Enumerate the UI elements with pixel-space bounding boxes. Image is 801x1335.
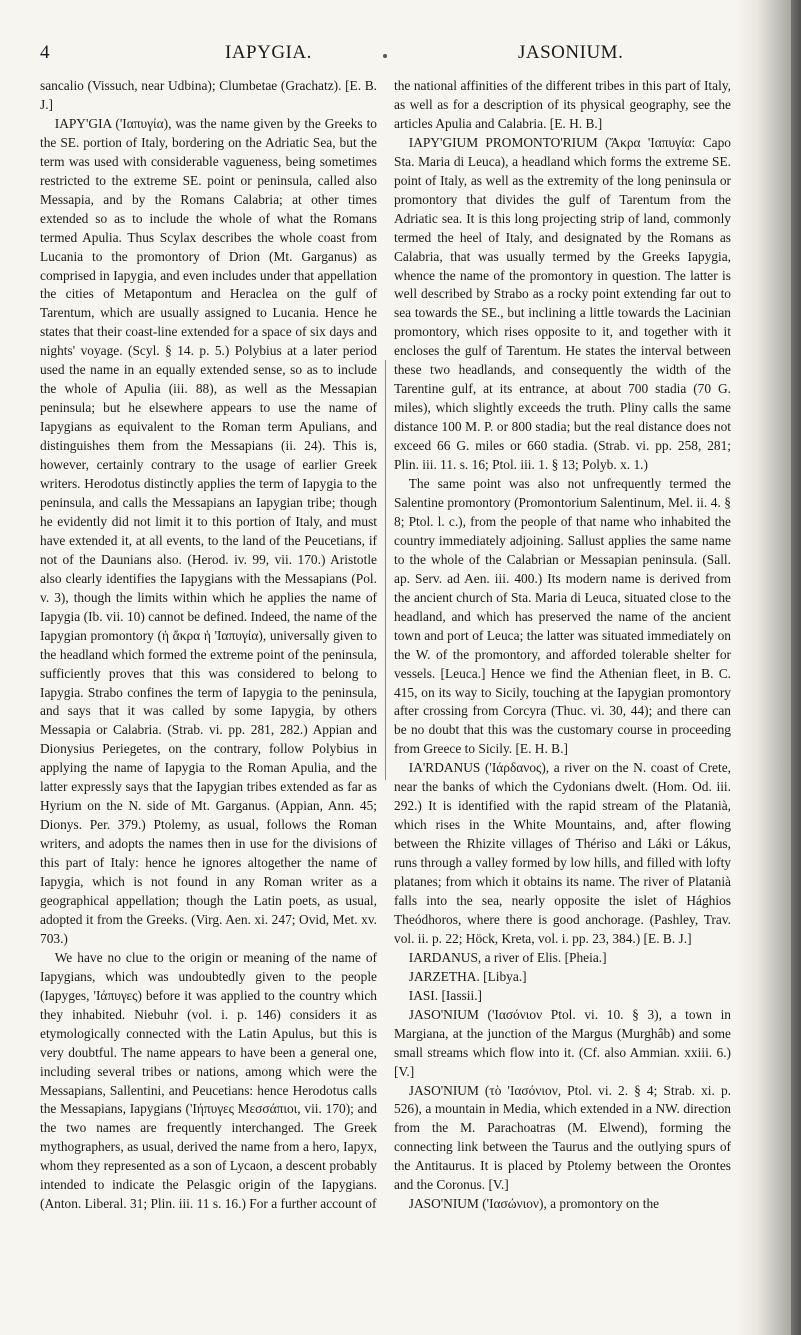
column-divider bbox=[385, 360, 386, 780]
printer-mark bbox=[383, 54, 387, 58]
right-heading: JASONIUM. bbox=[518, 42, 624, 63]
right-column bbox=[394, 77, 731, 1327]
entry-jasonium-promontory: JASO'NIUM ('Ιασώνιον), a promontory on the bbox=[408, 1196, 660, 1212]
entry-paragraph: The same point was also not unfrequently termed the Salentine promontory (Promontorium Salentinum, Mel. ii. 4. § 8; Ptol. l. c.), from the people of that name who inhabited the country immediately adjoining. Sallust applies the same name to the whole of the Calabrian or Messapian peninsula. (Sall. ap. Serv. ad Aen. iii. 400.) Its modern name is derived from the ancient church of Sta. Maria di Leuca, situated close to the headland, and which has preserved the name of the ancient town and port of Leuca; the latter was situated immediately on the W. of the promontory, and afforded tolerable shelter for vessels. [Leuca.] Hence we find the Athenian fleet, in B. C. 415, on its way to Sicily, touching at the Iapygian promontory after crossing from Corcyra (Thuc. vi. 30, 44); and there can be no doubt that this was the customary course in proceeding from Greece to Sicily. [E. H. B.] bbox=[394, 476, 731, 757]
binding-edge bbox=[791, 0, 801, 1335]
page-number: 4 bbox=[40, 42, 50, 63]
left-column bbox=[40, 77, 377, 1327]
entry-iapygium-promontorium: IAPY'GIUM PROMONTO'RIUM (Ἄκρα 'Ιαπυγία: Capo Sta. Maria di Leuca), a headland which forms the extreme SE. point of Italy, as well as the extremity of the long peninsula or promontory that divides the gulf of Tarentum from the Adriatic sea. It is this long projecting strip of land, commonly termed the heel of Italy, and designated by the Romans as Calabria, that was usually termed by the Greeks Iapygia, whence the name of the promontory in question. The latter is well described by Strabo as a rocky point extending far out to sea towards the SE., but inclining a little towards the Lacinian promontory, which rises opposite to it, and together with it encloses the gulf of Tarentum. He states the interval between these two headlands, and consequently the width of the Tarentine gulf, at its entrance, at about 700 stadia (70 G. miles), which slightly exceeds the truth. Pliny calls the same distance 100 M. P. or 800 stadia; but the real distance does not exceed 66 G. miles or 660 stadia. (Strab. vi. pp. 258, 281; Plin. iii. 11. s. 16; Ptol. iii. 1. § 13; Polyb. x. 1.) bbox=[394, 134, 731, 473]
entry-iapygia: IAPY'GIA ('Ιαπυγία), was the name given by the Greeks to the SE. portion of Italy, bordering on the Adriatic Sea, but the term was used with considerable vagueness, being sometimes restricted to the extreme SE. point or peninsula, called also Messapia, and by the Romans Calabria; at other times extended so as to include the whole of what the Romans termed Apulia. Thus Scylax describes the whole coast from Lucania to the promontory of Drion (Mt. Garganus) as comprised in Iapygia, and even includes under that appellation the cities of Metapontum and Heraclea on the gulf of Tarentum, which are usually assigned to Lucania. Hence he states that their coast-line extended for a space of six days and nights' voyage. (Scyl. § 14. p. 5.) Polybius at a later period used the name in an equally extended sense, so as to include the whole of Apulia (iii. 88), as well as the Messapian peninsula; but he elsewhere appears to use the name of Iapygians as equivalent to the Roman term Apulians, and distinguishes them from the Messapians (ii. 24). This is, however, certainly contrary to the usage of earlier Greek writers. Herodotus distinctly applies the term of Iapygia to the peninsula, and calls the Messapians an Iapygian tribe; though he evidently did not limit it to this portion of Italy, and must have extended it, at all events, to the land of the Peucetians, if not of the Daunians also. (Herod. iv. 99, vii. 170.) Aristotle also clearly identifies the Iapygians with the Messapians (Pol. v. 3), though the limits within which he applies the name of Iapygia (Ib. vii. 10) cannot be defined. Indeed, the name of the Iapygian promontory (ἡ ἄκρα ἡ 'Ιαπυγία), universally given to the headland which formed the extreme point of the peninsula, sufficiently proves that this was considered to belong to Iapygia. Strabo confines the term of Iapygia to the peninsula, and says that it was called by some Iapygia, by others Messapia or Calabria. (Strab. vi. pp. 281, 282.) Appian and Dionysius Periegetes, on the contrary, follow Polybius in applying the name of Iapygia to the Roman Apulia, and the latter expressly says that the Iapygian tribes extended as far as Hyrium on the N. side of Mt. Garganus. (Appian, Ann. 45; Dionys. Per. 379.) Ptolemy, as usual, follows the Roman writers, and adopts the names then in use for the divisions of this part of Italy: hence he ignores altogether the name of Iapygia, which is not found in any Roman writer as a geographical appellation; though the Latin poets, as usual, adopted it from the Greeks. (Virg. Aen. xi. 247; Ovid, Met. xv. 703.) bbox=[40, 115, 377, 946]
entry-jasonium-margiana: JASO'NIUM ('Ιασόνιον Ptol. vi. 10. § 3), a town in Margiana, at the junction of the Margus (Murghâb) and some small streams which flow into it. (Cf. also Ammian. xxiii. 6.) [V.] bbox=[394, 1006, 731, 1079]
left-heading: IAPYGIA. bbox=[225, 42, 312, 63]
entry-iasi: IASI. [Iassii.] bbox=[408, 987, 482, 1003]
entry-jarzetha: JARZETHA. [Libya.] bbox=[408, 968, 527, 984]
entry-jasonium-media: JASO'NIUM (τὸ 'Ιασόνιον, Ptol. vi. 2. § 4; Strab. xi. p. 526), a mountain in Media, which extended in a NW. direction from the M. Parachoatras (M. Elwend), forming the connecting link between the Taurus and the outlying spurs of the Antitaurus. It is placed by Ptolemy between the Orontes and the Coronus. [V.] bbox=[394, 1082, 731, 1193]
entry-paragraph: the national affinities of the different tribes in this part of Italy, as well as for a description of its physical geography, see the articles Apulia and Calabria. [E. H. B.] bbox=[394, 78, 731, 131]
entry-paragraph: sancalio (Vissuch, near Udbina); Clumbetae (Grachatz). [E. B. J.] bbox=[40, 78, 377, 112]
entry-paragraph: We have no clue to the origin or meaning of the name of Iapygians, which was undoubtedly given to the people (Iapyges, 'Ιάπυγες) before it was applied to the country which they inhabited. Niebuhr (vol. i. p. 146) considers it as etymologically connected with the Latin Apulus, but this is very doubtful. The name appears to have been a general one, including several tribes or nations, among which were the Messapians, Sallentini, and Peucetians: hence Herodotus calls the Messapians, Iapygians ('Ιήπυγες Μεσσάπιοι, vii. 170); and the two names are frequently interchanged. The Greek mythographers, as usual, derived the name from a hero, Iapyx, whom they represented as a son of Lycaon, a descent probably intended to indicate the Pelasgic origin of the Iapygians. (Anton. Liberal. 31; Plin. iii. 11 s. 16.) For a further account of bbox=[40, 949, 377, 1212]
entry-iardanus-elis: IARDANUS, a river of Elis. [Pheia.] bbox=[408, 949, 607, 965]
entry-iardanus-crete: IA'RDANUS ('Ιάρδανος), a river on the N. coast of Crete, near the banks of which the Cydonians dwelt. (Hom. Od. iii. 292.) It is identified with the rapid stream of the Platanià, which rises in the White Mountains, and, after flowing between the Rhizite villages of Thériso and Láki or Lákus, runs through a valley formed by low hills, and filled with lofty platanes; from which it obtains its name. The river of Platanià falls into the sea, nearly opposite the islet of Hághios Theódhoros, where there is good anchorage. (Pashley, Trav. vol. ii. p. 22; Höck, Kreta, vol. i. pp. 23, 384.) [E. B. J.] bbox=[394, 760, 731, 946]
running-header bbox=[40, 40, 730, 66]
